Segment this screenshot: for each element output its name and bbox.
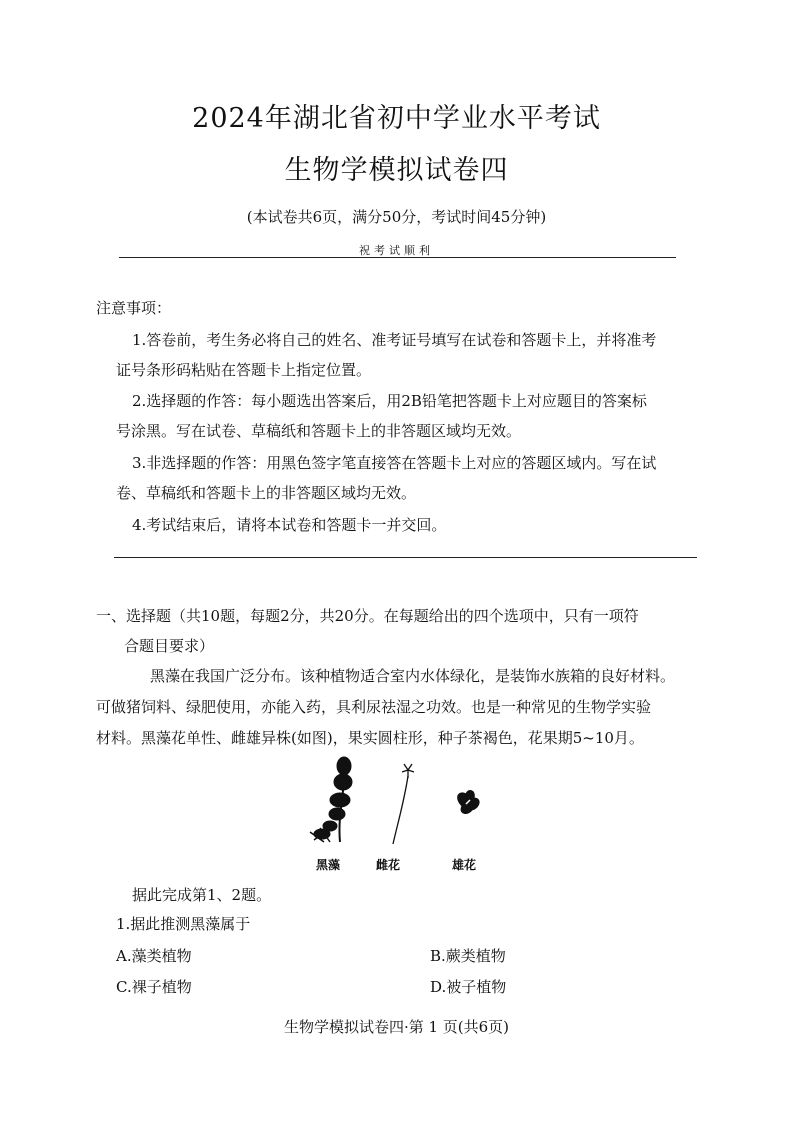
instruction-text: 据此完成第1、2题。 (132, 886, 272, 904)
male-flower-drawing (458, 791, 479, 814)
figure-caption-male: 雄花 (452, 858, 477, 872)
hydrilla-figure (300, 752, 510, 852)
hydrilla-plant-drawing (310, 757, 352, 842)
page-footer: 生物学模拟试卷四·第 1 页(共6页) (283, 1018, 510, 1036)
exam-title: 2024年湖北省初中学业水平考试 (192, 103, 601, 134)
figure-caption-female: 雌花 (376, 858, 401, 872)
notes-line: 3.非选择题的作答：用黑色签字笔直接答在答题卡上对应的答题区域内。写在试 (132, 454, 657, 472)
figure-caption-plant: 黑藻 (316, 858, 341, 872)
notes-divider (114, 557, 697, 558)
question-stem: 1.据此推测黑藻属于 (116, 915, 251, 933)
notes-line: 证号条形码粘贴在答题卡上指定位置。 (116, 361, 372, 379)
option-d: D.被子植物 (430, 978, 507, 996)
notes-line: 4.考试结束后，请将本试卷和答题卡一并交回。 (132, 516, 447, 534)
option-a: A.藻类植物 (116, 947, 192, 965)
section-heading-cont: 合题目要求） (124, 637, 215, 655)
option-c: C.裸子植物 (116, 978, 192, 996)
exam-info: (本试卷共6页，满分50分，考试时间45分钟) (246, 208, 547, 226)
notes-line: 2.选择题的作答：每小题选出答案后，用2B铅笔把答题卡上对应题目的答案标 (132, 392, 647, 410)
exam-subtitle-title: 生物学模拟试卷四 (284, 155, 509, 186)
notes-line: 号涂黑。写在试卷、草稿纸和答题卡上的非答题区域均无效。 (116, 422, 522, 440)
notes-line: 1.答卷前，考生务必将自己的姓名、准考证号填写在试卷和答题卡上，并将准考 (132, 331, 657, 349)
notes-heading: 注意事项： (96, 299, 172, 317)
passage-line: 材料。黑藻花单性、雌雄异株(如图)，果实圆柱形，种子茶褐色，花果期5~10月。 (96, 729, 644, 747)
good-luck-text: 祝考试顺利 (359, 244, 434, 257)
passage-line: 黑藻在我国广泛分布。该种植物适合室内水体绿化，是装饰水族箱的良好材料。 (150, 667, 676, 685)
passage-line: 可做猪饲料、绿肥使用，亦能入药，具利尿祛湿之功效。也是一种常见的生物学实验 (96, 698, 652, 716)
section-heading: 一、选择题（共10题，每题2分，共20分。在每题给出的四个选项中，只有一项符 (96, 607, 639, 625)
female-flower-drawing (393, 764, 414, 844)
option-b: B.蕨类植物 (430, 947, 506, 965)
notes-line: 卷、草稿纸和答题卡上的非答题区域均无效。 (116, 484, 417, 502)
top-divider (119, 257, 676, 258)
